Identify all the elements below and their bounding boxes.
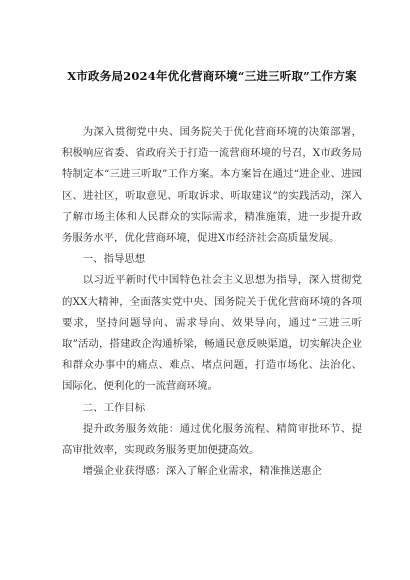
work-goal-paragraph-efficiency: 提升政务服务效能：通过优化服务流程、精简审批环节、提高审批效率，实现政务服务更加便捷高效。: [62, 422, 362, 457]
section-heading-work-goals: 二、工作目标: [82, 401, 146, 414]
guiding-ideology-paragraph: 以习近平新时代中国特色社会主义思想为指导，深入贯彻党的XX大精神，全面落实党中央、国务院关于优化营商环境的各项要求，坚持问题导向、需求导向、效果导向，通过“三进三听取”活动，搭建政企沟通桥梁，畅通民意反映渠道，切实解决企业和群众办事中的痛点、难点、堵点问题，打造市场化、法治化、国际化、便利化的一流营商环境。: [62, 274, 362, 393]
section-heading-guiding-ideology: 一、指导思想: [82, 253, 146, 266]
document-title: X市政务局2024年优化营商环境“三进三听取”工作方案: [67, 69, 357, 83]
intro-paragraph: 为深入贯彻党中央、国务院关于优化营商环境的决策部署，积极响应省委、省政府关于打造一流营商环境的号召，X市政务局特制定本“三进三听取”工作方案。本方案旨在通过“进企业、进园区、进社区，听取意见、听取诉求、听取建议”的实践活动，深入了解市场主体和人民群众的实际需求，精准施策，进一步提升政务服务水平，优化营商环境，促进X市经济社会高质量发展。: [62, 126, 362, 245]
work-goal-paragraph-enterprise: 增强企业获得感：深入了解企业需求，精准推送惠企: [82, 465, 322, 478]
